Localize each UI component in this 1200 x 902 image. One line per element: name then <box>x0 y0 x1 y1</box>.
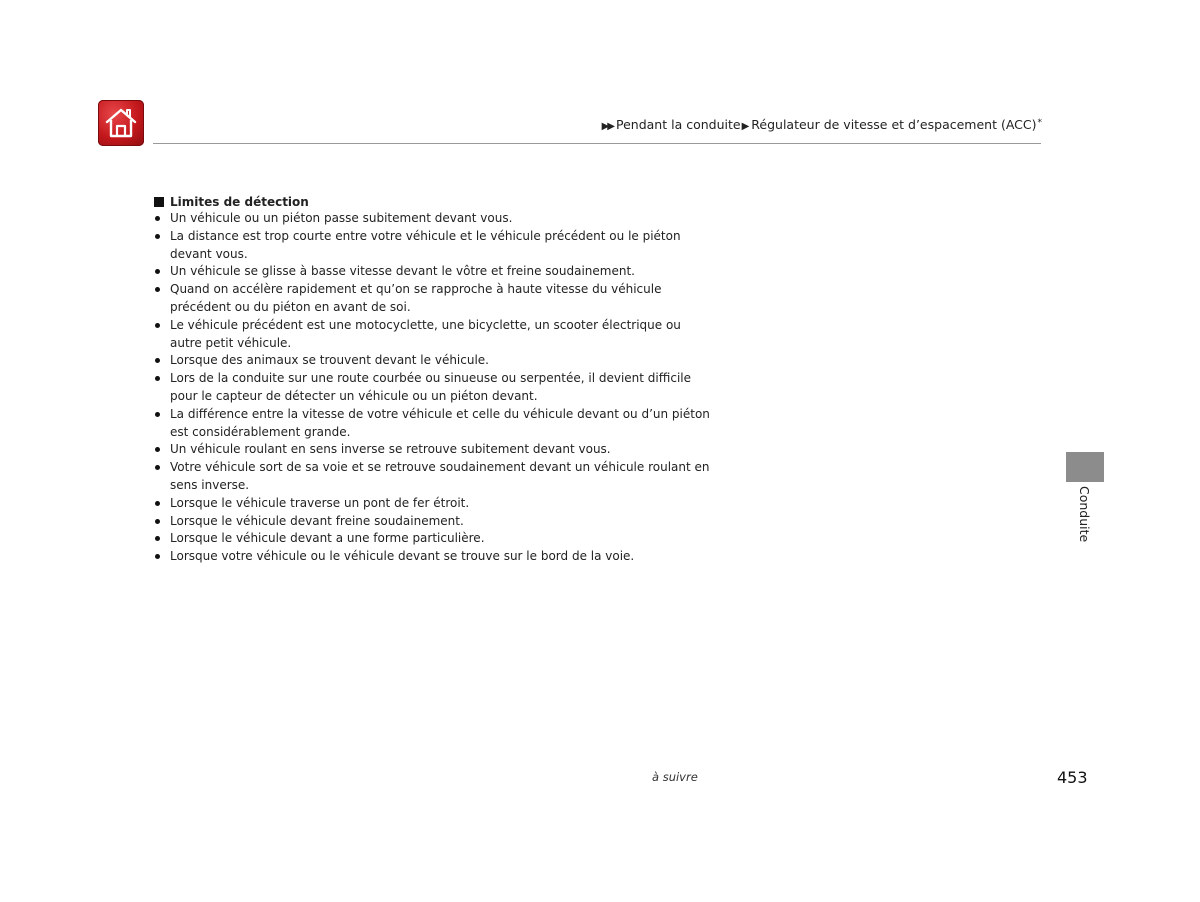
bullet-icon <box>155 554 160 559</box>
bullet-icon <box>155 536 160 541</box>
home-icon <box>103 105 139 141</box>
bullet-icon <box>155 216 160 221</box>
list-item-text: Le véhicule précédent est une motocyclette, une bicyclette, un scooter électrique ou autre petit véhicule. <box>170 317 681 350</box>
list-item-text: Lorsque votre véhicule ou le véhicule devant se trouve sur le bord de la voie. <box>170 549 635 564</box>
bullet-icon <box>155 323 160 328</box>
breadcrumb-item-2: Régulateur de vitesse et d’espacement (ACC) <box>751 117 1037 132</box>
breadcrumb-arrow-icon: ▶▶ <box>601 121 613 132</box>
bullet-icon <box>155 519 160 524</box>
list-item <box>154 210 710 228</box>
breadcrumb-asterisk: * <box>1037 118 1042 128</box>
list-item <box>154 495 710 513</box>
breadcrumb <box>602 117 1042 132</box>
list-item <box>154 513 710 531</box>
list-item <box>154 441 710 459</box>
list-item-text: Quand on accélère rapidement et qu’on se rapproche à haute vitesse du véhicule précédent ou du piéton en avant de soi. <box>170 282 662 314</box>
list-item-text: Un véhicule se glisse à basse vitesse devant le vôtre et freine soudainement. <box>170 264 635 279</box>
bullet-icon <box>155 358 160 363</box>
breadcrumb-arrow-icon: ▶ <box>741 121 750 132</box>
list-item <box>154 281 710 317</box>
section-heading-text: Limites de détection <box>170 194 309 209</box>
list-item-text: La différence entre la vitesse de votre véhicule et celle du véhicule devant ou d’un piéton est considérablement grande. <box>170 406 710 439</box>
page-number: 453 <box>1057 768 1088 787</box>
bullet-list <box>154 210 714 566</box>
list-item-text: Un véhicule roulant en sens inverse se retrouve subitement devant vous. <box>170 442 611 457</box>
list-item-text: La distance est trop courte entre votre véhicule et le véhicule précédent ou le piéton devant vous. <box>170 228 681 261</box>
bullet-icon <box>155 465 160 470</box>
bullet-icon <box>155 501 160 506</box>
list-item <box>154 459 710 495</box>
list-item <box>154 352 710 370</box>
section-heading <box>154 193 714 210</box>
header-divider <box>153 143 1041 144</box>
bullet-icon <box>155 287 160 292</box>
list-item <box>154 406 710 442</box>
continued-note: à suivre <box>652 770 698 784</box>
square-bullet-icon <box>154 197 164 207</box>
list-item <box>154 530 710 548</box>
breadcrumb-item-1[interactable]: Pendant la conduite <box>616 117 741 132</box>
main-content <box>154 193 714 566</box>
list-item-text: Un véhicule ou un piéton passe subitement devant vous. <box>170 211 513 225</box>
home-button[interactable] <box>98 100 144 146</box>
bullet-icon <box>155 412 160 417</box>
list-item-text: Lorsque des animaux se trouvent devant le véhicule. <box>170 353 489 368</box>
list-item <box>154 263 710 281</box>
bullet-icon <box>155 447 160 452</box>
list-item-text: Votre véhicule sort de sa voie et se retrouve soudainement devant un véhicule roulant en sens inverse. <box>170 460 710 492</box>
bullet-icon <box>155 234 160 239</box>
list-item-text: Lorsque le véhicule devant a une forme particulière. <box>170 531 485 546</box>
side-tab[interactable] <box>1066 452 1104 482</box>
list-item <box>154 317 710 353</box>
list-item-text: Lors de la conduite sur une route courbée ou sinueuse ou serpentée, il devient difficile pour le capteur de détecter un véhicule ou un piéton devant. <box>170 371 692 403</box>
list-item <box>154 370 710 406</box>
list-item-text: Lorsque le véhicule devant freine soudainement. <box>170 513 464 528</box>
list-item <box>154 548 710 566</box>
side-tab-label: Conduite <box>1077 486 1092 543</box>
bullet-icon <box>155 376 160 381</box>
list-item <box>154 228 710 264</box>
list-item-text: Lorsque le véhicule traverse un pont de fer étroit. <box>170 495 470 510</box>
bullet-icon <box>155 269 160 274</box>
